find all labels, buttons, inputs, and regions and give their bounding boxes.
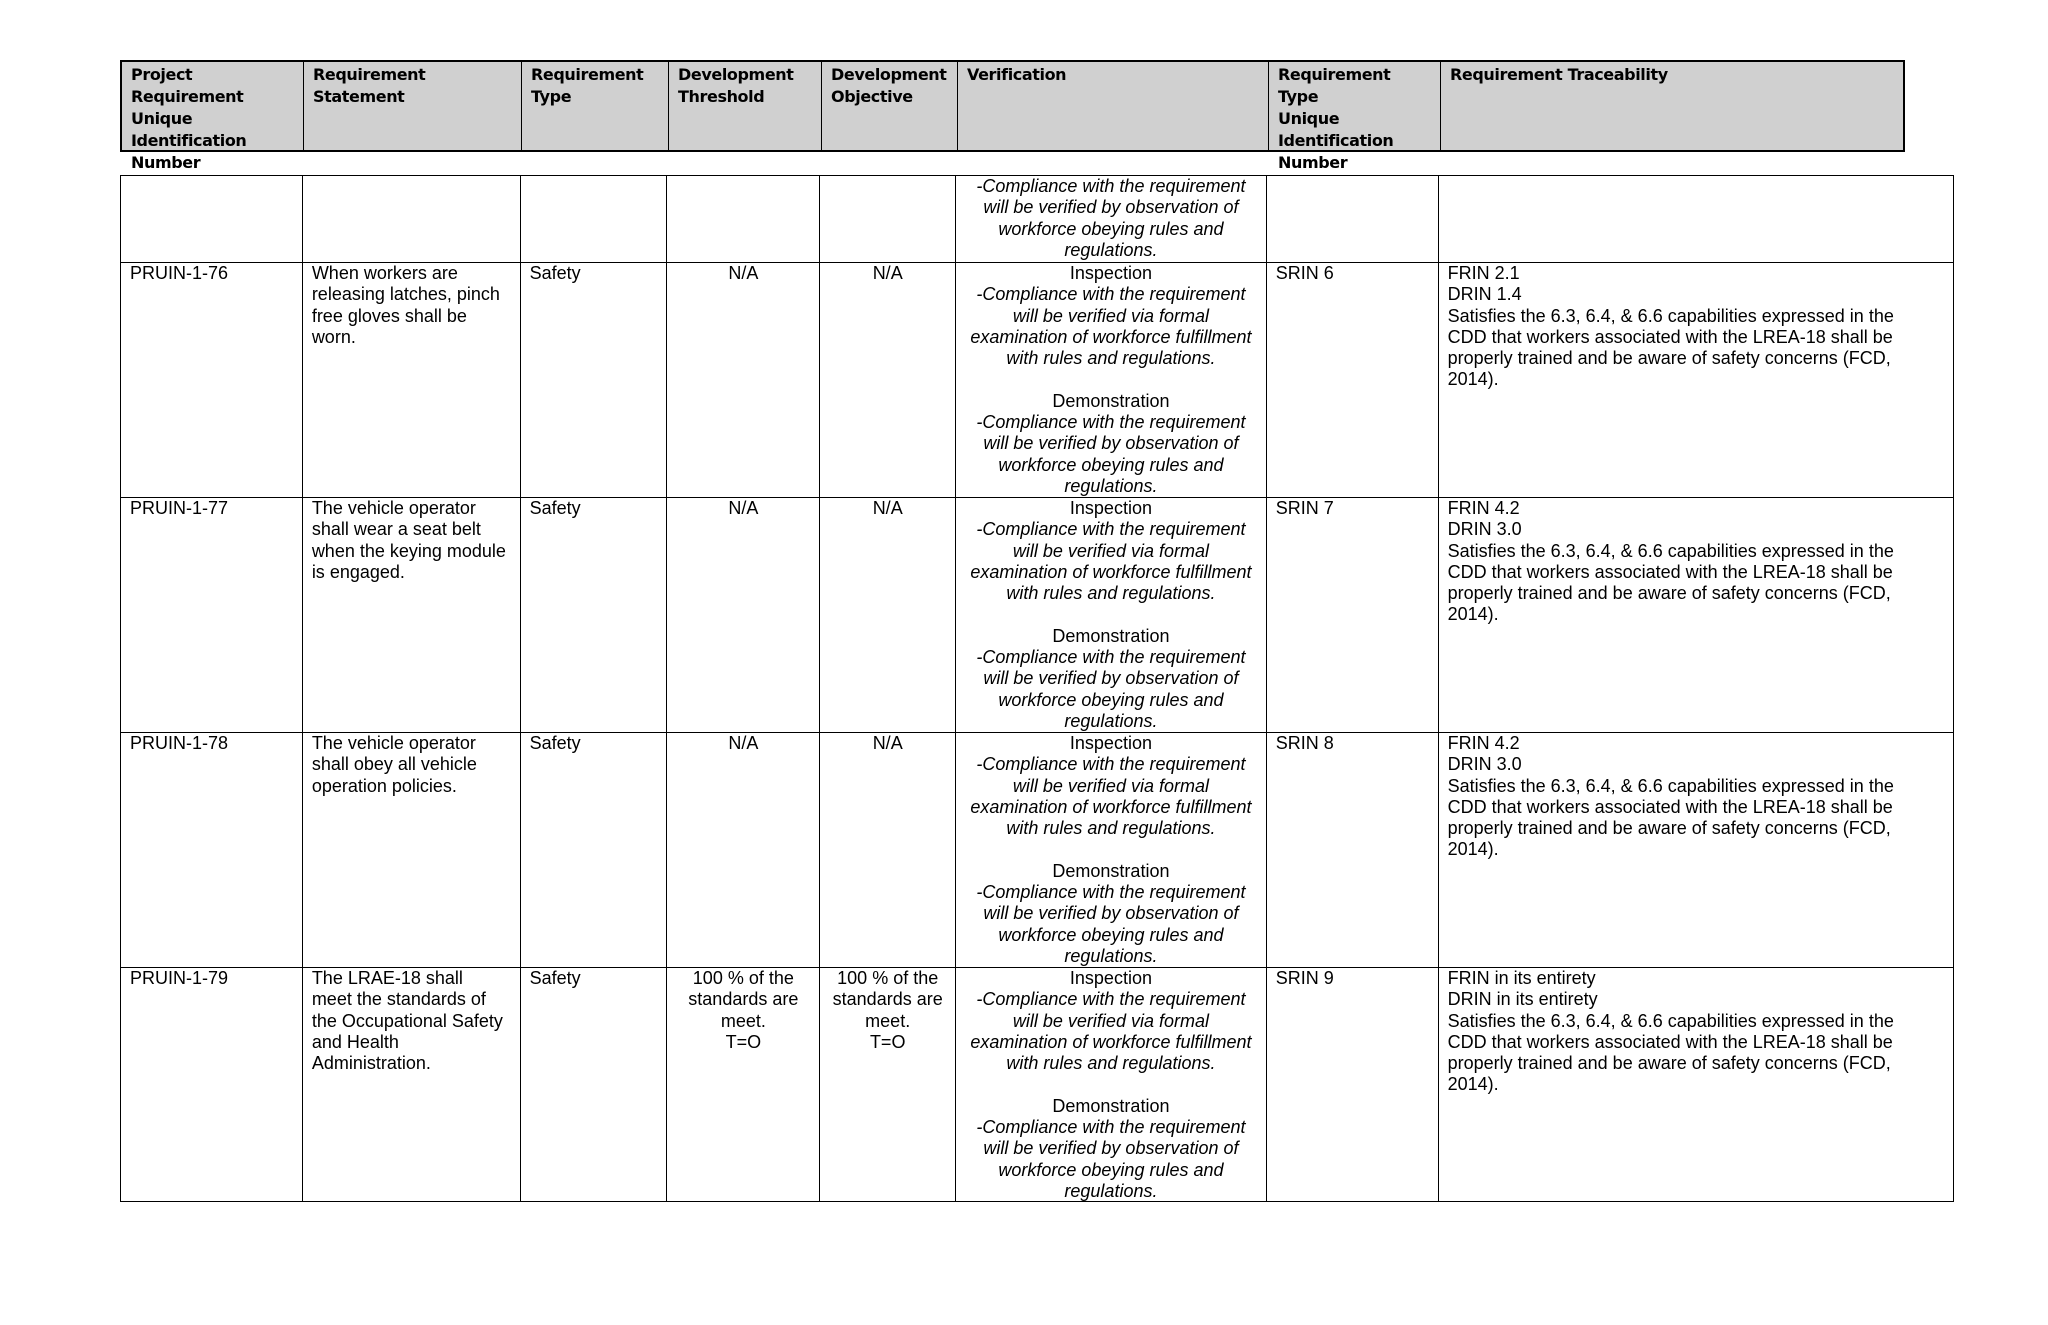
text-line: workforce obeying rules and bbox=[998, 924, 1224, 945]
development-threshold-cell bbox=[667, 498, 820, 732]
text-line: The vehicle operator bbox=[311, 733, 476, 753]
text-line: standards are bbox=[688, 989, 799, 1010]
text-line: will be verified by observation of bbox=[983, 1138, 1239, 1159]
text-line: examination of workforce fulfillment bbox=[970, 796, 1252, 817]
spacer bbox=[962, 839, 1260, 860]
text-line: regulations. bbox=[1064, 239, 1158, 260]
demonstration-title: Demonstration bbox=[1052, 390, 1170, 411]
requirement-type: Safety bbox=[529, 733, 581, 753]
text-line: Satisfies the 6.3, 6.4, & 6.6 capabilities expressed in the bbox=[1447, 775, 1894, 796]
text-line: free gloves shall be bbox=[311, 305, 467, 326]
spacer bbox=[962, 1074, 1260, 1095]
text-line: -Compliance with the requirement bbox=[976, 412, 1246, 433]
header-type-column bbox=[522, 62, 669, 150]
requirement-type: Safety bbox=[529, 968, 581, 988]
verification-continuation bbox=[956, 176, 1267, 262]
text-line: worn. bbox=[311, 326, 356, 347]
text-line: DRIN 3.0 bbox=[1447, 754, 1522, 775]
requirement-type-cell bbox=[521, 968, 668, 1201]
requirement-type-cell bbox=[521, 733, 668, 967]
text-line: Threshold bbox=[678, 87, 765, 106]
text-line: DRIN 3.0 bbox=[1447, 519, 1522, 540]
text-line: DRIN 1.4 bbox=[1447, 284, 1522, 305]
text-line: 2014). bbox=[1447, 1074, 1499, 1095]
text-line: Unique bbox=[1278, 109, 1340, 128]
requirement-id-cell bbox=[121, 263, 303, 497]
verification-cell bbox=[956, 263, 1267, 497]
text-line: will be verified by observation of bbox=[983, 433, 1239, 454]
text-line: Requirement bbox=[531, 65, 644, 84]
text-line: The vehicle operator bbox=[311, 498, 476, 518]
text-line: -Compliance with the requirement bbox=[976, 519, 1246, 540]
header-id-column bbox=[122, 62, 304, 172]
text-line: Identification bbox=[1278, 131, 1394, 150]
requirement-statement-cell bbox=[303, 733, 521, 967]
spacer bbox=[962, 604, 1260, 625]
requirement-id: PRUIN-1-78 bbox=[130, 733, 229, 753]
header-verification-column bbox=[958, 62, 1269, 150]
text-line: Requirement Statement bbox=[313, 65, 426, 106]
text-line: Number bbox=[131, 153, 201, 172]
text-line: FRIN 4.2 bbox=[1447, 498, 1520, 518]
text-line: N/A bbox=[728, 498, 759, 518]
text-line: meet. bbox=[865, 1010, 911, 1031]
development-objective-cell bbox=[820, 498, 956, 732]
text-line: FRIN 4.2 bbox=[1447, 733, 1520, 753]
type-id: SRIN 8 bbox=[1275, 733, 1334, 753]
spacer bbox=[962, 369, 1260, 390]
inspection-title: Inspection bbox=[1069, 968, 1152, 988]
text-line: -Compliance with the requirement bbox=[976, 647, 1246, 668]
text-line: with rules and regulations. bbox=[1006, 818, 1216, 839]
text-line: N/A bbox=[872, 263, 903, 283]
type-id: SRIN 7 bbox=[1275, 498, 1334, 518]
text-line: 2014). bbox=[1447, 604, 1499, 625]
text-line: workforce obeying rules and bbox=[998, 689, 1224, 710]
inspection-title: Inspection bbox=[1069, 733, 1152, 753]
text-line: Unique bbox=[131, 109, 193, 128]
text-line: Development bbox=[678, 65, 794, 84]
text-line: 2014). bbox=[1447, 369, 1499, 390]
text-line: workforce obeying rules and bbox=[998, 454, 1224, 475]
text-line: -Compliance with the requirement bbox=[976, 754, 1246, 775]
table-cell bbox=[1267, 176, 1439, 262]
text-line: FRIN in its entirety bbox=[1447, 968, 1596, 988]
text-line: and Health bbox=[311, 1031, 399, 1052]
development-objective-cell bbox=[820, 263, 956, 497]
text-line: When workers are bbox=[311, 263, 458, 283]
table-cell bbox=[121, 176, 303, 262]
text-line: Type bbox=[531, 87, 572, 106]
text-line: operation policies. bbox=[311, 775, 457, 796]
text-line: N/A bbox=[872, 733, 903, 753]
inspection-title: Inspection bbox=[1069, 263, 1152, 283]
table-row bbox=[121, 967, 1953, 1201]
text-line: N/A bbox=[872, 498, 903, 518]
requirements-table bbox=[120, 175, 1954, 1202]
verification-cell bbox=[956, 498, 1267, 732]
requirement-id-cell bbox=[121, 498, 303, 732]
header-threshold-column bbox=[669, 62, 822, 150]
text-line: 2014). bbox=[1447, 839, 1499, 860]
text-line: meet. bbox=[720, 1010, 766, 1031]
type-id: SRIN 6 bbox=[1275, 263, 1334, 283]
text-line: the Occupational Safety bbox=[311, 1010, 503, 1031]
text-line: 100 % of the bbox=[837, 968, 939, 988]
verification-cell bbox=[956, 733, 1267, 967]
text-line: will be verified via formal bbox=[1012, 305, 1209, 326]
text-line: FRIN 2.1 bbox=[1447, 263, 1520, 283]
traceability-cell bbox=[1439, 498, 1953, 732]
header-objective-column bbox=[822, 62, 958, 150]
text-line: properly trained and be aware of safety concerns (FCD, bbox=[1447, 348, 1891, 369]
text-line: regulations. bbox=[1064, 945, 1158, 966]
type-id-cell bbox=[1267, 733, 1439, 967]
text-line: will be verified via formal bbox=[1012, 775, 1209, 796]
traceability-cell bbox=[1439, 733, 1953, 967]
text-line: Verification bbox=[967, 65, 1067, 84]
text-line: workforce obeying rules and bbox=[998, 1159, 1224, 1180]
text-line: Satisfies the 6.3, 6.4, & 6.6 capabilities expressed in the bbox=[1447, 540, 1894, 561]
requirement-id: PRUIN-1-77 bbox=[130, 498, 229, 518]
text-line: with rules and regulations. bbox=[1006, 348, 1216, 369]
table-cell bbox=[303, 176, 521, 262]
requirement-statement-cell bbox=[303, 263, 521, 497]
text-line: will be verified by observation of bbox=[983, 903, 1239, 924]
traceability-cell bbox=[1439, 968, 1953, 1201]
text-line: with rules and regulations. bbox=[1006, 1053, 1216, 1074]
text-line: examination of workforce fulfillment bbox=[970, 561, 1252, 582]
text-line: examination of workforce fulfillment bbox=[970, 326, 1252, 347]
text-line: Identification bbox=[131, 131, 247, 150]
requirement-type-cell bbox=[521, 263, 668, 497]
text-line: -Compliance with the requirement bbox=[976, 882, 1246, 903]
text-line: -Compliance with the requirement bbox=[976, 1117, 1246, 1138]
header-statement-column bbox=[304, 62, 522, 150]
text-line: -Compliance with the requirement bbox=[976, 176, 1246, 196]
text-line: Satisfies the 6.3, 6.4, & 6.6 capabilities expressed in the bbox=[1447, 1010, 1894, 1031]
text-line: -Compliance with the requirement bbox=[976, 989, 1246, 1010]
text-line: The LRAE-18 shall bbox=[311, 968, 463, 988]
demonstration-title: Demonstration bbox=[1052, 860, 1170, 881]
table-cell bbox=[667, 176, 820, 262]
text-line: will be verified via formal bbox=[1012, 540, 1209, 561]
verification-cell bbox=[956, 968, 1267, 1201]
text-line: regulations. bbox=[1064, 710, 1158, 731]
text-line: T=O bbox=[725, 1031, 762, 1052]
table-cell bbox=[521, 176, 668, 262]
text-line: will be verified by observation of bbox=[983, 668, 1239, 689]
table-cell bbox=[1439, 176, 1953, 262]
requirement-id-cell bbox=[121, 968, 303, 1201]
text-line: CDD that workers associated with the LREA-18 shall be bbox=[1447, 326, 1893, 347]
traceability-cell bbox=[1439, 263, 1953, 497]
development-objective-cell bbox=[820, 733, 956, 967]
requirement-statement-cell bbox=[303, 498, 521, 732]
header-type-id-column bbox=[1269, 62, 1441, 172]
text-line: will be verified by observation of bbox=[983, 197, 1239, 218]
type-id-cell bbox=[1267, 263, 1439, 497]
text-line: workforce obeying rules and bbox=[998, 218, 1224, 239]
text-line: CDD that workers associated with the LREA-18 shall be bbox=[1447, 1031, 1893, 1052]
table-row bbox=[121, 497, 1953, 732]
text-line: shall obey all vehicle bbox=[311, 754, 477, 775]
text-line: will be verified via formal bbox=[1012, 1010, 1209, 1031]
text-line: properly trained and be aware of safety concerns (FCD, bbox=[1447, 1053, 1891, 1074]
demonstration-title: Demonstration bbox=[1052, 1095, 1170, 1116]
type-id: SRIN 9 bbox=[1275, 968, 1334, 988]
text-line: Satisfies the 6.3, 6.4, & 6.6 capabilities expressed in the bbox=[1447, 305, 1894, 326]
table-cell bbox=[820, 176, 956, 262]
continuation-row bbox=[121, 176, 1953, 262]
table-row bbox=[121, 262, 1953, 497]
text-line: Requirement Traceability bbox=[1450, 65, 1668, 84]
requirement-id: PRUIN-1-79 bbox=[130, 968, 229, 988]
requirement-type-cell bbox=[521, 498, 668, 732]
requirement-id: PRUIN-1-76 bbox=[130, 263, 229, 283]
table-header bbox=[120, 60, 1905, 172]
text-line: 100 % of the bbox=[692, 968, 794, 988]
text-line: Development bbox=[831, 65, 947, 84]
development-threshold-cell bbox=[667, 263, 820, 497]
text-line: examination of workforce fulfillment bbox=[970, 1031, 1252, 1052]
text-line: N/A bbox=[728, 733, 759, 753]
type-id-cell bbox=[1267, 968, 1439, 1201]
header-traceability-column bbox=[1441, 62, 1903, 150]
text-line: properly trained and be aware of safety concerns (FCD, bbox=[1447, 583, 1891, 604]
text-line: properly trained and be aware of safety concerns (FCD, bbox=[1447, 818, 1891, 839]
text-line: is engaged. bbox=[311, 561, 405, 582]
requirement-statement-cell bbox=[303, 968, 521, 1201]
text-line: regulations. bbox=[1064, 1180, 1158, 1201]
text-line: Number bbox=[1278, 153, 1348, 172]
development-objective-cell bbox=[820, 968, 956, 1201]
text-line: CDD that workers associated with the LREA-18 shall be bbox=[1447, 796, 1893, 817]
development-threshold-cell bbox=[667, 968, 820, 1201]
text-line: when the keying module bbox=[311, 540, 506, 561]
text-line: DRIN in its entirety bbox=[1447, 989, 1598, 1010]
requirement-type: Safety bbox=[529, 498, 581, 518]
requirement-type: Safety bbox=[529, 263, 581, 283]
inspection-title: Inspection bbox=[1069, 498, 1152, 518]
development-threshold-cell bbox=[667, 733, 820, 967]
text-line: with rules and regulations. bbox=[1006, 583, 1216, 604]
demonstration-title: Demonstration bbox=[1052, 625, 1170, 646]
text-line: shall wear a seat belt bbox=[311, 519, 481, 540]
text-line: Project Requirement bbox=[131, 65, 244, 106]
text-line: Requirement Type bbox=[1278, 65, 1391, 106]
text-line: meet the standards of bbox=[311, 989, 486, 1010]
text-line: releasing latches, pinch bbox=[311, 284, 500, 305]
text-line: T=O bbox=[869, 1031, 906, 1052]
text-line: Objective bbox=[831, 87, 913, 106]
text-line: Administration. bbox=[311, 1053, 431, 1074]
type-id-cell bbox=[1267, 498, 1439, 732]
text-line: standards are bbox=[832, 989, 943, 1010]
text-line: CDD that workers associated with the LREA-18 shall be bbox=[1447, 561, 1893, 582]
text-line: -Compliance with the requirement bbox=[976, 284, 1246, 305]
table-row bbox=[121, 732, 1953, 967]
requirement-id-cell bbox=[121, 733, 303, 967]
text-line: regulations. bbox=[1064, 475, 1158, 496]
text-line: N/A bbox=[728, 263, 759, 283]
